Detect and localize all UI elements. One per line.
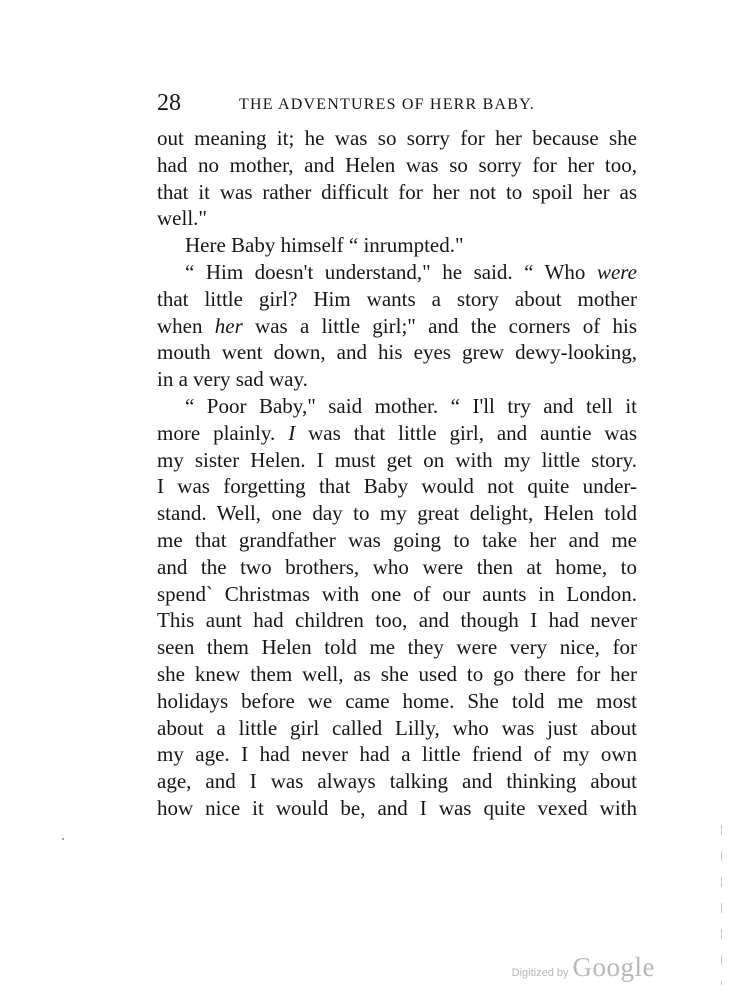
running-head: THE ADVENTURES OF HERR BABY.	[239, 96, 535, 113]
text-line: when her was a little girl;" and the corners of his	[157, 313, 637, 338]
text-line: stand. Well, one day to my great delight, Helen told	[157, 501, 637, 526]
paper-speck	[62, 838, 64, 840]
text-line: how nice it would be, and I was quite vexed with	[157, 795, 637, 820]
text-line: “ Him doesn't understand," he said. “ Who were	[185, 259, 637, 284]
text-line: age, and I was always talking and thinking about	[157, 769, 637, 794]
text-line: mouth went down, and his eyes grew dewy-looking,	[157, 340, 637, 365]
page-header	[157, 88, 637, 118]
text-line: my sister Helen. I must get on with my little story.	[157, 447, 637, 472]
text-line: that little girl? Him wants a story about mother	[157, 286, 637, 311]
text-line: “ Poor Baby," said mother. “ I'll try and tell it	[185, 393, 637, 418]
watermark-brand: Google	[572, 952, 655, 982]
text-line: well."	[157, 206, 207, 231]
text-line: had no mother, and Helen was so sorry for her too,	[157, 152, 637, 177]
page-edge-marks	[721, 825, 722, 985]
text-line: and the two brothers, who were then at home, to	[157, 554, 637, 579]
emphasis: her	[214, 313, 243, 338]
page-number: 28	[157, 90, 181, 116]
text-line: spend` Christmas with one of our aunts in London.	[157, 581, 637, 606]
emphasis: I	[288, 420, 296, 445]
text-line: me that grandfather was going to take her and me	[157, 527, 637, 552]
digitized-watermark	[512, 952, 655, 983]
text-line: more plainly. I was that little girl, and auntie was	[157, 420, 637, 445]
text-line: Here Baby himself “ inrumpted."	[185, 233, 464, 258]
text-line: I was forgetting that Baby would not quite under-	[157, 474, 637, 499]
text-line: seen them Helen told me they were very nice, for	[157, 635, 637, 660]
text-line: about a little girl called Lilly, who was just about	[157, 715, 637, 740]
text-line: my age. I had never had a little friend of my own	[157, 742, 637, 767]
text-line: that it was rather difficult for her not to spoil her as	[157, 179, 637, 204]
watermark-prefix: Digitized by	[511, 967, 569, 979]
text-line: This aunt had children too, and though I had never	[157, 608, 637, 633]
text-line: holidays before we came home. She told me most	[157, 688, 637, 713]
text-line: she knew them well, as she used to go there for her	[157, 661, 637, 686]
body-text	[157, 125, 637, 822]
emphasis: were	[596, 259, 637, 284]
text-line: out meaning it; he was so sorry for her because she	[157, 126, 637, 150]
text-line: in a very sad way.	[157, 367, 308, 392]
